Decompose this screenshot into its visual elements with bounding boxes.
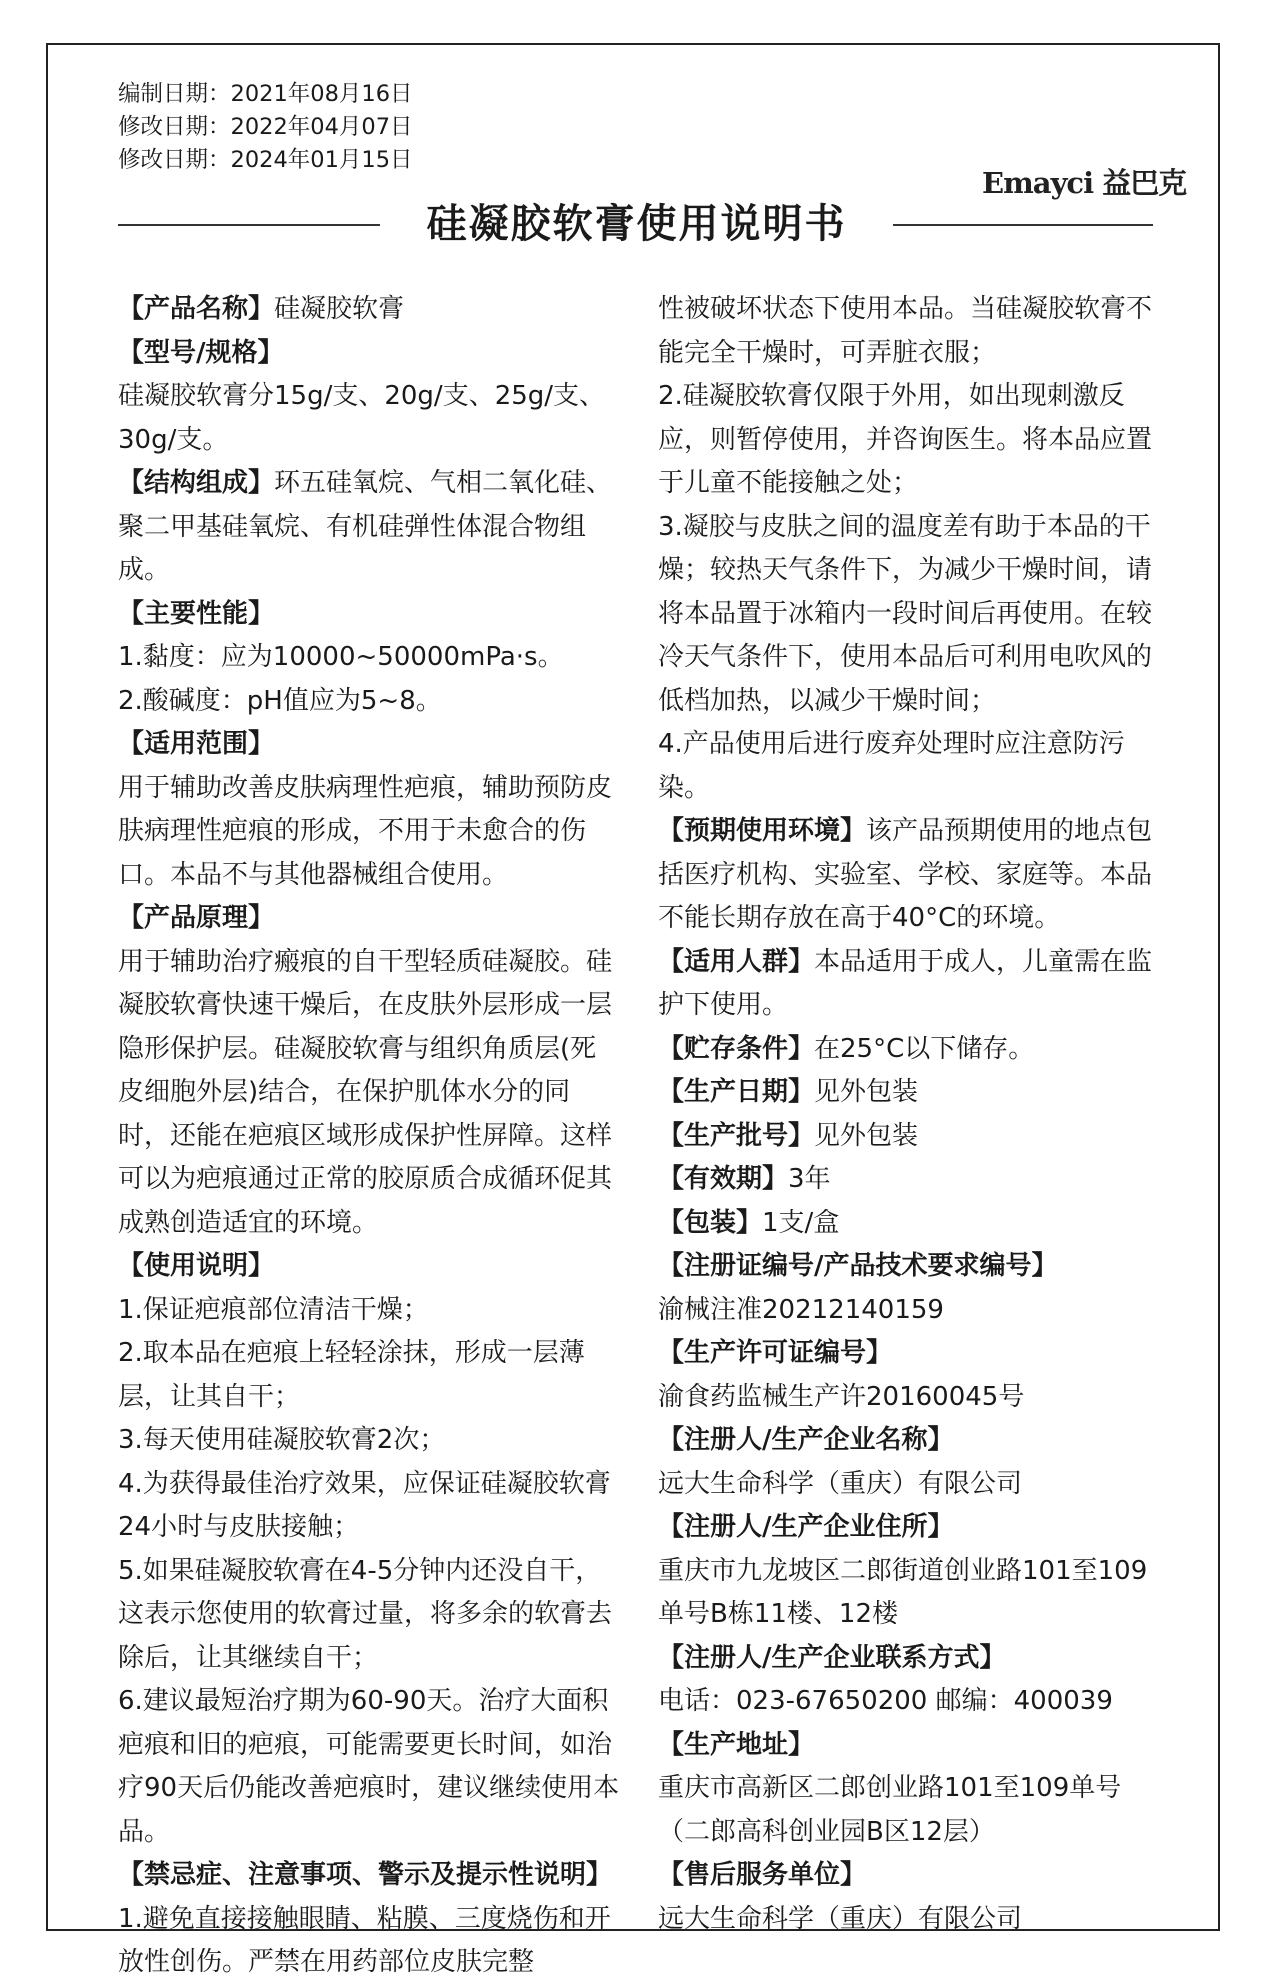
section-package [658,1202,1158,1246]
right-column [658,288,1158,1941]
section-environment [658,810,1158,941]
contraindication-item: 3.凝胶与皮肤之间的温度差有助于本品的干燥；较热天气条件下，为减少干燥时间，请将本品置于冰箱内一段时间后再使用。在较冷天气条件下，使用本品后可利用电吹风的低档加热，以减少干燥时间； [658,511,1153,716]
section-text-site: 重庆市高新区二郎创业路101至109单号（二郎高科创业园B区12层） [658,1773,1122,1847]
section-label: 【产品名称】 [118,294,275,324]
usage-item: 3.每天使用硅凝胶软膏2次； [118,1425,446,1455]
section-text: 该产品预期使用的地点包括医疗机构、实验室、学校、家庭等。本品不能长期存放在高于40°C的环境。 [658,816,1153,933]
left-column [118,288,620,1985]
usage-item: 1.保证疤痕部位清洁干燥； [118,1294,429,1325]
section-text-service: 远大生命科学（重庆）有限公司 [658,1903,1023,1934]
section-structure [118,462,620,593]
section-production-date [658,1071,1158,1115]
usage-item: 6.建议最短治疗期为60-90天。治疗大面积疤痕和旧的疤痕，可能需要更长时间，如治疗90天后仍能改善疤痕时，建议继续使用本品。 [118,1686,620,1847]
section-text: 在25°C以下储存。 [814,1033,1035,1064]
contraindication-item: 2.硅凝胶软膏仅限于外用，如出现刺激反应，则暂停使用，并咨询医生。将本品应置于儿童不能接触之处； [658,381,1153,498]
section-label: 【预期使用环境】 [658,816,867,846]
section-text-principle: 用于辅助治疗瘢痕的自干型轻质硅凝胶。硅凝胶软膏快速干燥后，在皮肤外层形成一层隐形保护层。硅凝胶软膏与组织角质层(死皮细胞外层)结合，在保护肌体水分的同时，还能在疤痕区域形成保护性屏障。这样可以为疤痕通过正常的胶原质合成循环促其成熟创造适宜的环境。 [118,946,613,1238]
section-text: 3年 [788,1164,831,1194]
section-label: 【包装】 [658,1207,763,1238]
contraindication-item: 1.避免直接接触眼睛、粘膜、三度烧伤和开放性创伤。严禁在用药部位皮肤完整 [118,1903,611,1977]
section-label-registration: 【注册证编号/产品技术要求编号】 [658,1251,1058,1281]
section-text: 1支/盒 [762,1207,840,1238]
section-text: 硅凝胶软膏 [274,294,405,324]
section-label-company: 【注册人/生产企业名称】 [658,1425,954,1455]
section-label: 【贮存条件】 [658,1033,815,1064]
page-title: 硅凝胶软膏使用说明书 [426,201,847,247]
section-label: 【生产日期】 [658,1077,815,1107]
revision-date-1: 修改日期：2022年04月07日 [118,114,413,140]
usage-item: 5.如果硅凝胶软膏在4-5分钟内还没自干，这表示您使用的软膏过量，将多余的软膏去除后，让其继续自干； [118,1555,613,1673]
section-validity [658,1158,1158,1202]
revision-dates [118,78,413,177]
section-people [658,941,1158,1028]
performance-item: 1.黏度：应为10000~50000mPa·s。 [118,642,564,672]
revision-date-2: 修改日期：2024年01月15日 [118,147,413,173]
section-label-license: 【生产许可证编号】 [658,1338,893,1368]
section-text-registration: 渝械注准20212140159 [658,1294,944,1325]
section-label: 【生产批号】 [658,1120,815,1151]
section-label-site: 【生产地址】 [658,1729,815,1760]
brand-logo: Emayci 益巴克 [982,166,1187,200]
section-text: 见外包装 [814,1120,919,1151]
section-text-scope: 用于辅助改善皮肤病理性疤痕，辅助预防皮肤病理性疤痕的形成，不用于未愈合的伤口。本品不与其他器械组合使用。 [118,772,613,890]
title-rule-right [893,224,1153,226]
section-text-company: 远大生命科学（重庆）有限公司 [658,1468,1023,1499]
section-label-usage: 【使用说明】 [118,1251,275,1281]
section-label-principle: 【产品原理】 [118,903,275,933]
section-label-performance: 【主要性能】 [118,598,275,629]
section-label-scope: 【适用范围】 [118,729,275,759]
section-text-contact: 电话：023-67650200 邮编：400039 [658,1686,1113,1716]
section-label-model: 【型号/规格】 [118,337,284,368]
section-text-address: 重庆市九龙坡区二郎街道创业路101至109单号B栋11楼、12楼 [658,1555,1148,1629]
compile-date: 编制日期：2021年08月16日 [118,81,413,107]
section-text: 本品适用于成人，儿童需在监护下使用。 [658,946,1153,1020]
usage-item: 4.为获得最佳治疗效果，应保证硅凝胶软膏24小时与皮肤接触； [118,1468,611,1542]
contraindication-item: 4.产品使用后进行废弃处理时应注意防污染。 [658,729,1125,803]
section-text-model: 硅凝胶软膏分15g/支、20g/支、25g/支、30g/支。 [118,381,606,455]
section-label-contraindications: 【禁忌症、注意事项、警示及提示性说明】 [118,1860,613,1890]
section-product-name [118,288,620,332]
section-text: 见外包装 [814,1077,919,1107]
section-label-contact: 【注册人/生产企业联系方式】 [658,1642,1006,1673]
section-text-license: 渝食药监械生产许20160045号 [658,1381,1025,1412]
section-label-service: 【售后服务单位】 [658,1860,867,1890]
section-label-address: 【注册人/生产企业住所】 [658,1512,954,1542]
title-rule-left [118,224,380,226]
section-batch [658,1115,1158,1159]
section-label: 【结构组成】 [118,468,275,498]
section-storage [658,1028,1158,1072]
performance-item: 2.酸碱度：pH值应为5~8。 [118,685,442,716]
section-label: 【有效期】 [658,1164,789,1194]
section-label: 【适用人群】 [658,946,815,977]
section-text: 环五硅氧烷、气相二氧化硅、聚二甲基硅氧烷、有机硅弹性体混合物组成。 [118,468,613,585]
usage-item: 2.取本品在疤痕上轻轻涂抹，形成一层薄层，让其自干； [118,1338,585,1412]
contraindication-item-continued: 性被破坏状态下使用本品。当硅凝胶软膏不能完全干燥时，可弄脏衣服； [658,294,1153,368]
